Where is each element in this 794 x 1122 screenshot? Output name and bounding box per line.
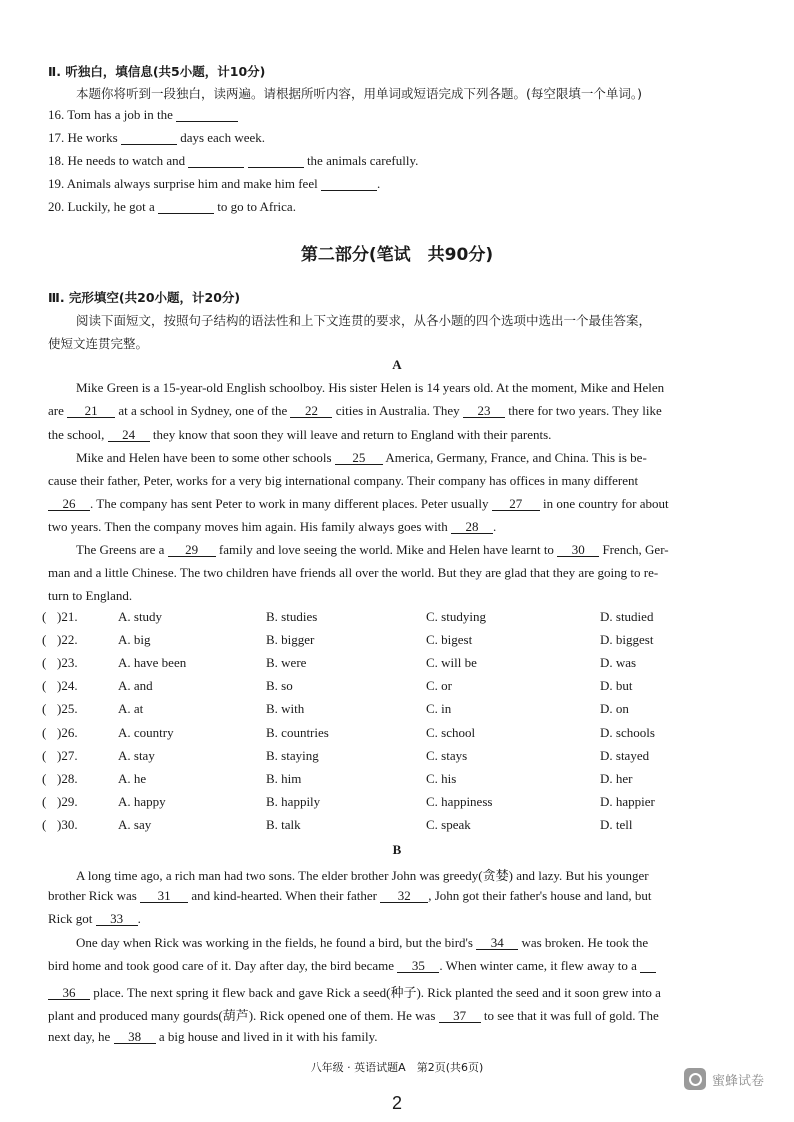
answer-blank[interactable] [158, 200, 214, 214]
answer-blank[interactable] [248, 154, 304, 168]
answer-paren[interactable]: ( [42, 678, 47, 694]
blank-36[interactable]: 36 [48, 986, 90, 1000]
option-d[interactable]: D. her [600, 770, 633, 786]
answer-blank[interactable] [321, 177, 377, 191]
answer-paren[interactable]: ( [42, 632, 47, 648]
answer-blank[interactable] [640, 959, 656, 973]
item-number: 17. [48, 130, 65, 145]
option-d[interactable]: D. on [600, 701, 629, 717]
page-footer: 八年级 · 英语试题A 第2页(共6页) [310, 1061, 484, 1074]
answer-paren[interactable]: ( [42, 609, 47, 624]
question-number: )26. [57, 724, 78, 740]
question-number: )29. [57, 793, 78, 809]
passage-a-line: Mike and Helen have been to some other schools 25 America, Germany, France, and China. This is be- [76, 450, 647, 465]
passage-a-line: the school, 24 they know that soon they will leave and return to England with their parents. [48, 427, 552, 442]
passage-b-line: 36 place. The next spring it flew back and gave Rick a seed(种子). Rick planted the seed and it soon grew into a [48, 982, 661, 1001]
answer-blank[interactable] [121, 131, 177, 145]
passage-a-line: The Greens are a 29 family and love seeing the world. Mike and Helen have learnt to 30 French, Ger- [76, 542, 669, 557]
item-text: to go to Africa. [217, 199, 296, 214]
passage-b-line: next day, he 38 a big house and lived in it with his family. [48, 1029, 378, 1044]
section-ii-instruction: 本题你将听到一段独白，读两遍。请根据所听内容，用单词或短语完成下列各题。(每空限填一个单词。) [76, 86, 643, 101]
option-b[interactable]: B. bigger [266, 632, 315, 648]
item-text: He needs to watch and [67, 153, 186, 168]
page-number: 2 [391, 1093, 402, 1113]
option-b[interactable]: B. with [266, 701, 305, 717]
option-c[interactable]: C. happiness [426, 793, 493, 809]
blank-24[interactable]: 24 [108, 428, 150, 442]
blank-26[interactable]: 26 [48, 497, 90, 511]
listening-item-18 [48, 153, 418, 169]
item-text: He works [67, 130, 118, 145]
section-iii-instruction-cont: 使短文连贯完整。 [48, 336, 149, 351]
option-a[interactable]: A. happy [118, 793, 166, 809]
passage-b-line: Rick got 33 . [48, 911, 141, 926]
question-number: )27. [57, 747, 78, 763]
passage-a-line: man and a little Chinese. The two children have friends all over the world. But they are glad that they are going to re- [48, 565, 659, 580]
option-a[interactable]: A. stay [118, 747, 155, 763]
passage-a-line: are 21 at a school in Sydney, one of the 22 cities in Australia. They 23 there for two years. They like [48, 403, 662, 418]
option-d[interactable]: D. biggest [600, 632, 654, 648]
option-a[interactable]: A. he [118, 770, 147, 786]
option-d[interactable]: D. stayed [600, 747, 650, 763]
listening-item-16 [48, 107, 238, 123]
watermark-text: 蜜蜂试卷 [711, 1073, 764, 1089]
passage-b-line: One day when Rick was working in the fields, he found a bird, but the bird's 34 was broken. He took the [76, 935, 649, 950]
blank-33[interactable]: 33 [96, 912, 138, 926]
section-iii-instruction: 阅读下面短文，按照句子结构的语法性和上下文连贯的要求，从各小题的四个选项中选出一个最佳答案， [76, 313, 652, 328]
listening-item-17 [48, 130, 265, 146]
blank-34[interactable]: 34 [476, 936, 518, 950]
option-a[interactable]: A. say [118, 816, 152, 832]
blank-32[interactable]: 32 [380, 889, 428, 903]
passage-b-line: A long time ago, a rich man had two sons. The elder brother John was greedy(贪婪) and lazy. But his younger [76, 868, 649, 883]
question-number: )28. [57, 770, 78, 786]
option-c[interactable]: C. studying [426, 609, 486, 624]
answer-blank[interactable] [188, 154, 244, 168]
blank-30[interactable]: 30 [557, 543, 599, 557]
passage-b-line: plant and produced many gourds(葫芦). Rick opened one of them. He was 37 to see that it was full of gold. The [48, 1008, 659, 1023]
blank-27[interactable]: 27 [492, 497, 540, 511]
option-a[interactable]: A. study [118, 609, 163, 624]
item-text: . [376, 176, 381, 191]
option-c[interactable]: C. in [426, 701, 452, 717]
question-number: )22. [57, 632, 78, 648]
blank-25[interactable]: 25 [335, 451, 383, 465]
listening-item-19 [48, 176, 380, 192]
option-a[interactable]: A. have been [118, 655, 187, 671]
answer-paren[interactable]: ( [42, 701, 47, 717]
option-b[interactable]: B. studies [266, 609, 318, 624]
answer-paren[interactable]: ( [42, 770, 47, 786]
option-c[interactable]: C. stays [426, 747, 468, 763]
blank-29[interactable]: 29 [168, 543, 216, 557]
option-d[interactable]: D. tell [600, 816, 633, 832]
option-d[interactable]: D. but [600, 678, 633, 694]
option-c[interactable]: C. will be [426, 655, 477, 671]
answer-paren[interactable]: ( [42, 747, 47, 763]
option-b[interactable]: B. countries [266, 724, 329, 740]
item-text: Luckily, he got a [67, 199, 155, 214]
item-number: 20. [48, 199, 65, 214]
listening-item-20 [48, 199, 296, 215]
option-d[interactable]: D. studied [600, 609, 654, 624]
item-text: Tom has a job in the [67, 107, 173, 122]
passage-b-label: B [392, 842, 402, 857]
option-d[interactable]: D. was [600, 655, 637, 671]
option-c[interactable]: C. his [426, 770, 457, 786]
blank-28[interactable]: 28 [451, 520, 493, 534]
item-text: Animals always surprise him and make him feel [66, 176, 318, 191]
answer-paren[interactable]: ( [42, 655, 47, 671]
blank-37[interactable]: 37 [439, 1009, 481, 1023]
question-number: )25. [57, 701, 78, 717]
question-number: )23. [57, 655, 78, 671]
watermark [684, 1068, 764, 1090]
item-text: days each week. [180, 130, 266, 145]
option-b[interactable]: B. talk [266, 816, 301, 832]
blank-38[interactable]: 38 [114, 1030, 156, 1044]
passage-a-line: Mike Green is a 15-year-old English schoolboy. His sister Helen is 14 years old. At the moment, Mike and Helen [76, 380, 665, 395]
option-c[interactable]: C. bigest [426, 632, 473, 648]
passage-a-line: two years. Then the company moves him again. His family always goes with 28 . [48, 519, 497, 534]
option-a[interactable]: A. country [118, 724, 174, 740]
item-number: 19. [48, 176, 65, 191]
passage-a-line: turn to England. [48, 588, 133, 603]
answer-paren[interactable]: ( [42, 816, 47, 832]
passage-a-label: A [392, 357, 402, 372]
passage-a-line: 26 . The company has sent Peter to work in many different places. Peter usually 27 in one country for about [48, 496, 669, 512]
watermark-logo-icon [684, 1068, 706, 1090]
blank-23[interactable]: 23 [463, 404, 505, 418]
blank-22[interactable]: 22 [290, 404, 332, 418]
answer-paren[interactable]: ( [42, 793, 47, 809]
section-ii-header: Ⅱ. 听独白，填信息(共5小题，计10分) [48, 64, 266, 79]
option-a[interactable]: A. big [118, 632, 151, 648]
option-b[interactable]: B. happily [266, 793, 321, 809]
passage-b-line: brother Rick was 31 and kind-hearted. When their father 32 , John got their father's house and land, but [48, 888, 652, 903]
question-number: )24. [57, 678, 78, 694]
item-number: 18. [48, 153, 65, 168]
question-number: )30. [57, 816, 78, 832]
option-a[interactable]: A. and [118, 678, 153, 694]
option-b[interactable]: B. staying [266, 747, 319, 763]
blank-21[interactable]: 21 [67, 404, 115, 418]
part-two-title: 第二部分(笔试 共90分) [300, 245, 494, 265]
item-number: 16. [48, 107, 65, 122]
option-b[interactable]: B. so [266, 678, 293, 694]
blank-31[interactable]: 31 [140, 889, 188, 903]
item-text: the animals carefully. [306, 153, 419, 168]
option-c[interactable]: C. or [426, 678, 452, 694]
answer-blank[interactable] [176, 108, 238, 122]
passage-b-line: bird home and took good care of it. Day after day, the bird became 35 . When winter came, it flew away to a [48, 958, 656, 974]
option-a[interactable]: A. at [118, 701, 144, 717]
option-b[interactable]: B. him [266, 770, 302, 786]
option-b[interactable]: B. were [266, 655, 307, 671]
blank-35[interactable]: 35 [397, 959, 439, 973]
question-number: )21. [57, 609, 78, 624]
option-c[interactable]: C. school [426, 724, 476, 740]
section-iii-header: Ⅲ. 完形填空(共20小题，计20分) [48, 290, 241, 305]
option-d[interactable]: D. schools [600, 724, 655, 740]
option-c[interactable]: C. speak [426, 816, 471, 832]
answer-paren[interactable]: ( [42, 724, 47, 740]
option-d[interactable]: D. happier [600, 793, 655, 809]
passage-a-line: cause their father, Peter, works for a very big international company. Their company has offices in many different [48, 473, 639, 488]
